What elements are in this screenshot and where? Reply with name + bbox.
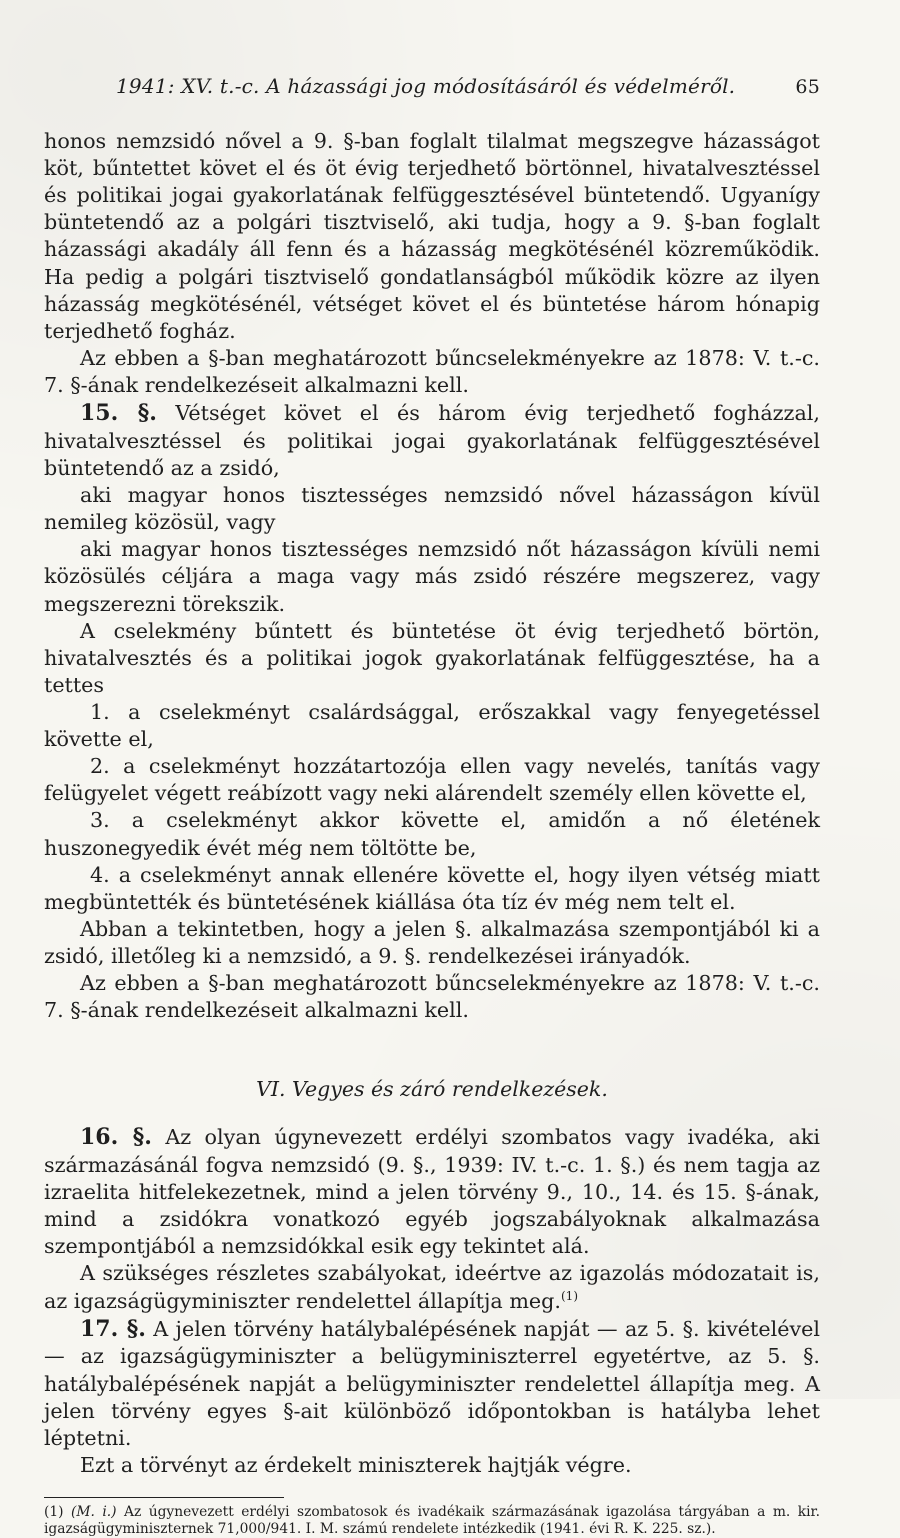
page-number: 65 xyxy=(795,76,820,98)
section-17-text: A jelen törvény hatálybalépésének napját — az 5. §. kivételével — az igazságügyminiszter a belügyminiszterrel egyetértve, az 5. §. hatálybalépésének napját a belügyminiszter rendelettel állapítja meg. A jelen törvény egyes §-ait különböző időpontokban is hatályba lehet léptetni. xyxy=(44,1316,820,1450)
footnote-source: (M. i.) xyxy=(71,1503,117,1520)
header-title: 1941: XV. t.-c. A házassági jog módosításáról és védelméről. xyxy=(116,74,736,98)
paragraph-3: aki magyar honos tisztességes nemzsidó nővel házasságon kívül nemileg közösül, vagy xyxy=(44,483,820,535)
list-item-3: 3. a cselekményt akkor követte el, amidőn a nő életének huszonegyedik évét még nem töltötte be, xyxy=(44,808,820,860)
section-17-number: 17. §. xyxy=(80,1315,146,1342)
section-16-text: Az olyan úgynevezett erdélyi szombatos vagy ivadéka, aki származásánál fogva nemzsidó (9. §., 1939: IV. t.-c. 1. §.) és nem tagja az izraelita hitfelekezetnek, mind a jelen törvény 9., 10., 14. és 15. §-ának, mind a zsidókra vonatkozó egyéb jogszabályoknak alkalmazása szempontjából a nemzsidókkal esik egy tekintet alá. xyxy=(44,1125,820,1259)
paragraph-8 xyxy=(44,1260,820,1314)
paragraph-6: Abban a tekintetben, hogy a jelen §. alkalmazása szempontjából ki a zsidó, illetőleg ki a nemzsidó, a 9. §. rendelkezései irányadók. xyxy=(44,916,820,968)
section-15-number: 15. §. xyxy=(80,400,157,427)
paragraph-5: A cselekmény bűntett és büntetése öt évig terjedhető börtön, hivatalvesztés és a politikai jogok gyakorlatának felfüggesztése, ha a tettes xyxy=(44,618,820,697)
paragraph-8-text: A szükséges részletes szabályokat, ideértve az igazolás módozatait is, az igazságügyminiszter rendelettel állapítja meg. xyxy=(44,1261,820,1313)
list-item-1: 1. a cselekményt csalárdsággal, erőszakkal vagy fenyegetéssel követte el, xyxy=(44,700,820,752)
footnote-marker: (1) xyxy=(44,1503,64,1520)
section-16-number: 16. §. xyxy=(80,1124,152,1151)
list-item-4: 4. a cselekményt annak ellenére követte el, hogy ilyen vétség miatt megbüntették és büntetésének kiállása óta tíz év még nem telt el. xyxy=(44,862,820,914)
footnote xyxy=(44,1504,820,1538)
running-header xyxy=(116,74,820,98)
paragraph-1: honos nemzsidó nővel a 9. §-ban foglalt tilalmat megszegve házasságot köt, bűntettet követ el és öt évig terjedhető börtönnel, hivatalvesztéssel és politikai jogai gyakorlatának felfüggesztésével büntetendő. Ugyanígy büntetendő az a polgári tisztviselő, aki tudja, hogy a 9. §-ban foglalt házassági akadály áll fenn és a házasság megkötésénél közreműködik. Ha pedig a polgári tisztviselő gondatlanságból működik közre az ilyen házasság megkötésénél, vétséget követ el és büntetése három hónapig terjedhető fogház. xyxy=(44,129,820,343)
section-15-text: Vétséget követ el és három évig terjedhető fogházzal, hivatalvesztéssel és politikai jogai gyakorlatának felfüggesztésével büntetendő az a zsidó, xyxy=(44,401,820,481)
document-body xyxy=(44,128,820,1479)
footnote-reference: (1) xyxy=(561,1288,578,1303)
section-17 xyxy=(44,1315,820,1452)
paragraph-7: Az ebben a §-ban meghatározott bűncselekményekre az 1878: V. t.-c. 7. §-ának rendelkezéseit alkalmazni kell. xyxy=(44,971,820,1023)
section-15 xyxy=(44,399,820,482)
section-title: VI. Vegyes és záró rendelkezések. xyxy=(256,1077,608,1102)
section-16 xyxy=(44,1123,820,1260)
paragraph-9: Ezt a törvényt az érdekelt miniszterek hajtják végre. xyxy=(80,1452,632,1477)
paragraph-4: aki magyar honos tisztességes nemzsidó nőt házasságon kívüli nemi közösülés céljára a maga vagy más zsidó részére megszerez, vagy megszerezni törekszik. xyxy=(44,537,820,616)
paragraph-2: Az ebben a §-ban meghatározott bűncselekményekre az 1878: V. t.-c. 7. §-ának rendelkezéseit alkalmazni kell. xyxy=(44,345,820,397)
footnote-text: Az úgynevezett erdélyi szombatosok és ivadékaik származásának igazolása tárgyában a m. kir. igazságügyminiszternek 71,000/941. I. M. számú rendelete intézkedik (1941. évi R. K. 225. sz.). xyxy=(44,1503,821,1537)
list-item-2: 2. a cselekményt hozzátartozója ellen vagy nevelés, tanítás vagy felügyelet végett reábízott vagy neki alárendelt személy ellen követte el, xyxy=(44,754,820,806)
footnote-divider xyxy=(44,1497,284,1498)
